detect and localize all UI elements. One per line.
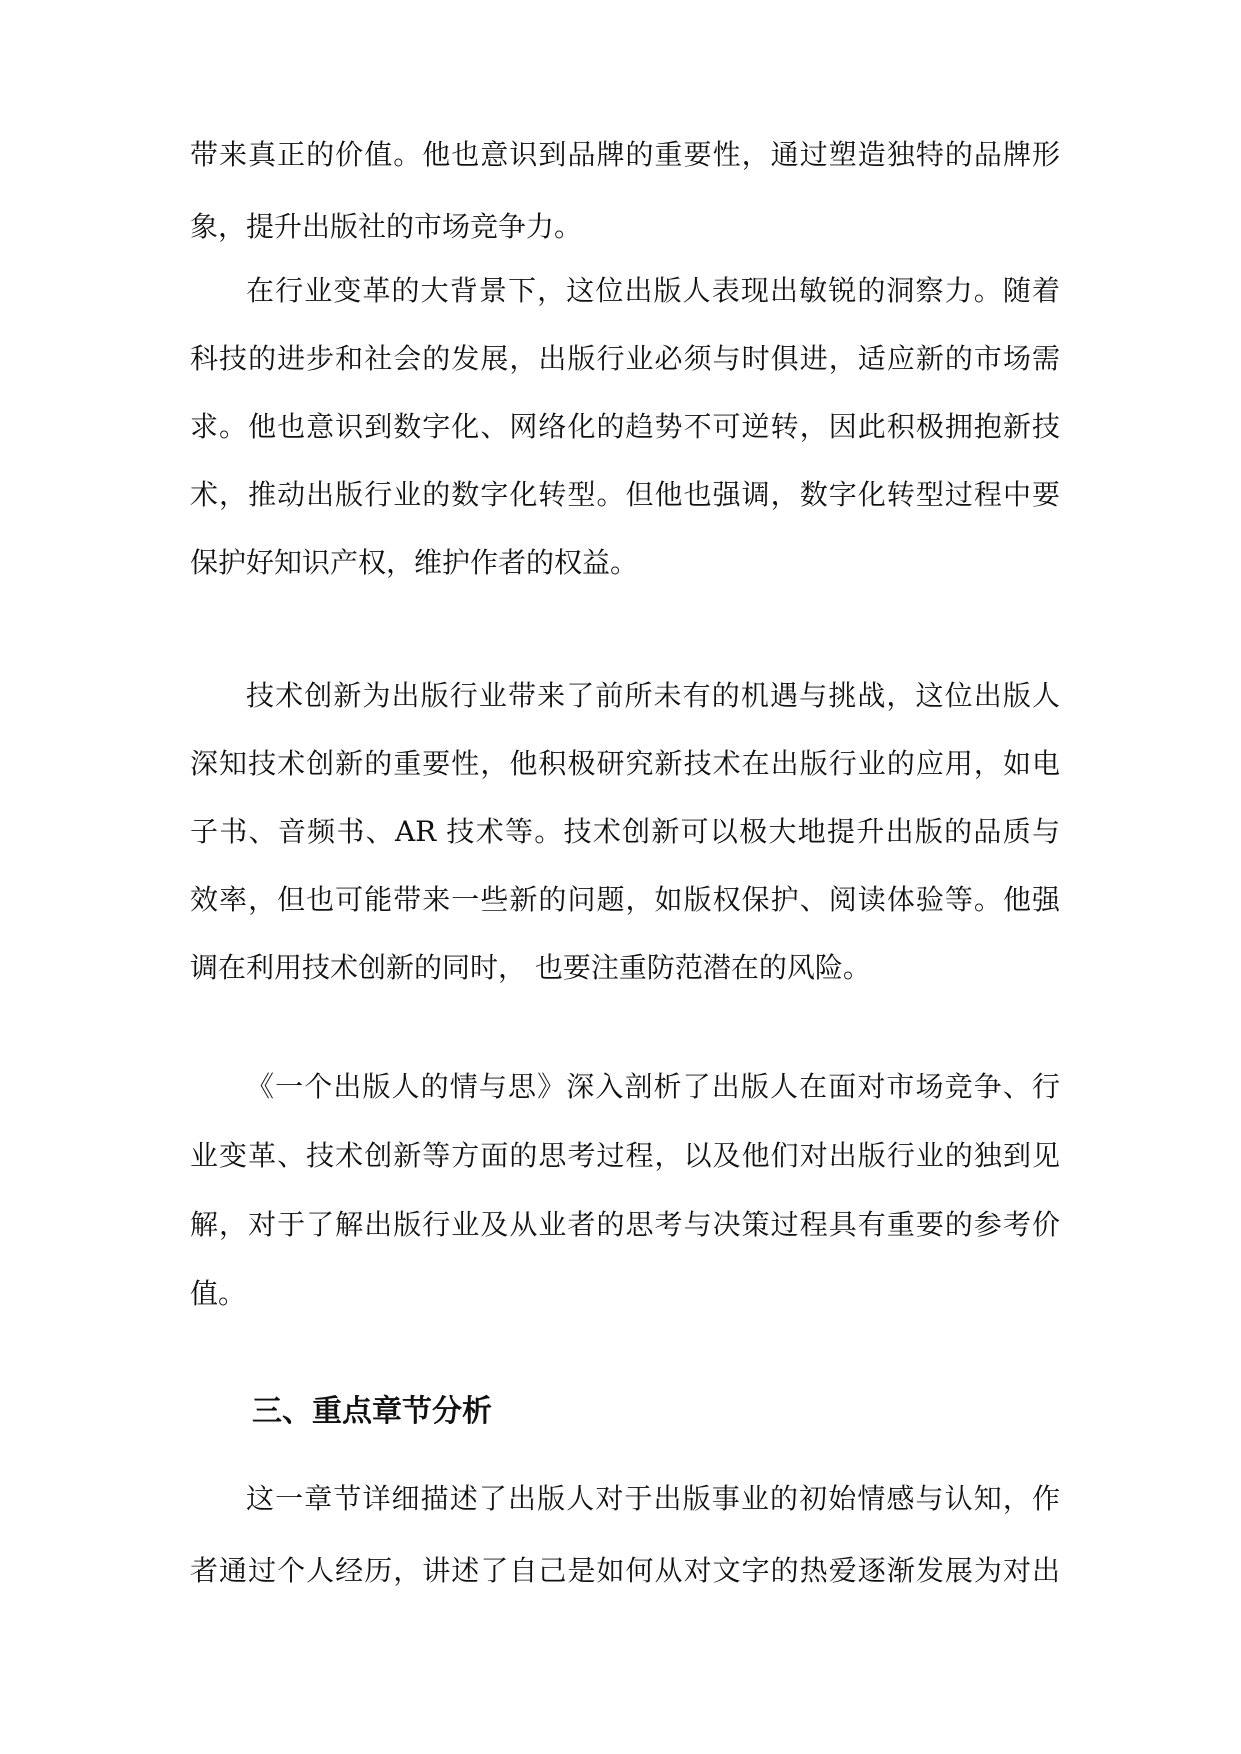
paragraph-1 <box>190 136 1060 246</box>
paragraph-line: 子书、音频书、AR 技术等。技术创新可以极大地提升出版的品质与 <box>190 815 1060 848</box>
paragraph-line: 求。他也意识到数字化、网络化的趋势不可逆转，因此积极拥抱新技 <box>190 410 1060 443</box>
paragraph-line: 解，对于了解出版行业及从业者的思考与决策过程具有重要的参考价 <box>190 1208 1060 1241</box>
paragraph-line: 者通过个人经历，讲述了自己是如何从对文字的热爱逐渐发展为对出 <box>190 1554 1060 1587</box>
paragraph-line: 调在利用技术创新的同时， 也要注重防范潜在的风险。 <box>190 951 871 984</box>
section-heading: 三、重点章节分析 <box>252 1394 492 1429</box>
paragraph-line: 象，提升出版社的市场竞争力。 <box>190 210 583 243</box>
paragraph-line: 技术创新为出版行业带来了前所未有的机遇与挑战，这位出版人 <box>246 679 1060 712</box>
paragraph-line: 《一个出版人的情与思》深入剖析了出版人在面对市场竞争、行 <box>246 1070 1060 1103</box>
paragraph-line: 带来真正的价值。他也意识到品牌的重要性，通过塑造独特的品牌形 <box>190 138 1060 171</box>
paragraph-line: 效率，但也可能带来一些新的问题，如版权保护、阅读体验等。他强 <box>190 883 1060 916</box>
paragraph-3 <box>190 677 1060 987</box>
paragraph-5 <box>190 1480 1060 1590</box>
paragraph-line: 术，推动出版行业的数字化转型。但他也强调，数字化转型过程中要 <box>190 478 1060 511</box>
paragraph-line: 这一章节详细描述了出版人对于出版事业的初始情感与认知，作 <box>246 1482 1060 1515</box>
paragraph-line: 保护好知识产权，维护作者的权益。 <box>190 546 639 579</box>
paragraph-line: 科技的进步和社会的发展，出版行业必须与时俱进，适应新的市场需 <box>190 342 1060 375</box>
paragraph-2 <box>190 272 1060 582</box>
paragraph-4 <box>190 1068 1060 1313</box>
paragraph-line: 值。 <box>190 1277 247 1310</box>
paragraph-line: 业变革、技术创新等方面的思考过程，以及他们对出版行业的独到见 <box>190 1139 1060 1172</box>
paragraph-line: 深知技术创新的重要性，他积极研究新技术在出版行业的应用，如电 <box>190 747 1060 780</box>
paragraph-line: 在行业变革的大背景下，这位出版人表现出敏锐的洞察力。随着 <box>246 274 1060 307</box>
